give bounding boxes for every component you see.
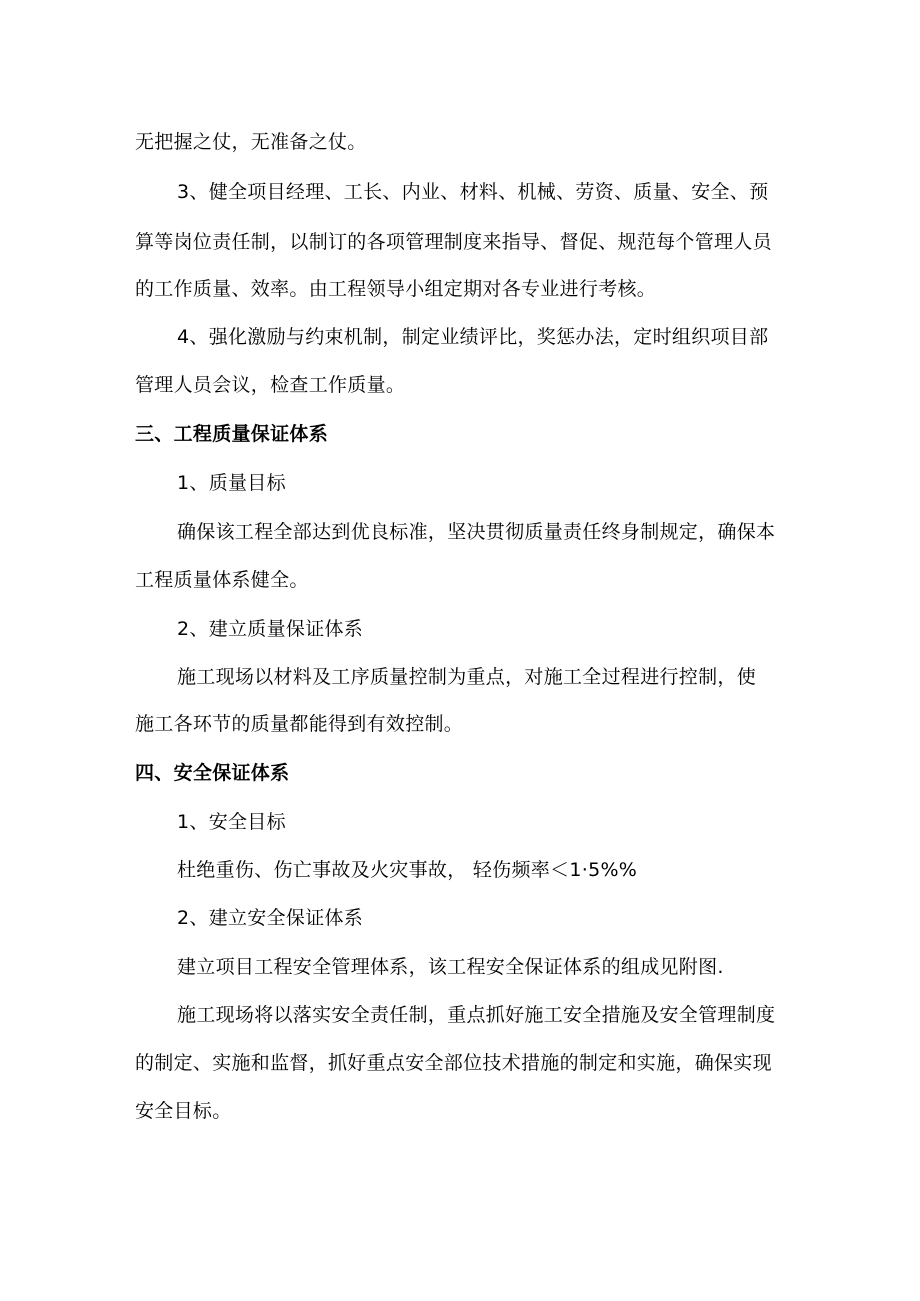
paragraph-line: 杜绝重伤、伤亡事故及火灾事故， 轻伤频率＜1·5%% <box>177 859 638 881</box>
paragraph-line: 建立项目工程安全管理体系，该工程安全保证体系的组成见附图. <box>177 956 724 978</box>
paragraph-line: 管理人员会议，检查工作质量。 <box>135 374 406 396</box>
section-heading: 三、工程质量保证体系 <box>135 423 329 445</box>
subsection-heading: 2、建立质量保证体系 <box>177 618 364 640</box>
paragraph-line: 的制定、实施和监督，抓好重点安全部位技术措施的制定和实施，确保实现 <box>135 1052 772 1074</box>
paragraph-line: 的工作质量、效率。由工程领导小组定期对各专业进行考核。 <box>135 278 657 300</box>
paragraph-line: 安全目标。 <box>135 1100 232 1122</box>
paragraph-line: 3、健全项目经理、工长、内业、材料、机械、劳资、质量、安全、预 <box>177 181 769 203</box>
subsection-heading: 1、质量目标 <box>177 472 286 494</box>
paragraph-line: 无把握之仗，无准备之仗。 <box>135 131 367 153</box>
paragraph-line: 4、强化激励与约束机制，制定业绩评比，奖惩办法，定时组织项目部 <box>177 326 769 348</box>
paragraph-line: 施工现场以材料及工序质量控制为重点，对施工全过程进行控制，使 <box>177 666 757 688</box>
section-heading: 四、安全保证体系 <box>135 762 290 784</box>
paragraph-line: 施工现场将以落实安全责任制，重点抓好施工安全措施及安全管理制度 <box>177 1004 776 1026</box>
paragraph-line: 施工各环节的质量都能得到有效控制。 <box>135 713 464 735</box>
subsection-heading: 1、安全目标 <box>177 811 286 833</box>
paragraph-line: 算等岗位责任制，以制订的各项管理制度来指导、督促、规范每个管理人员 <box>135 231 772 253</box>
subsection-heading: 2、建立安全保证体系 <box>177 907 364 929</box>
paragraph-line: 确保该工程全部达到优良标准，坚决贯彻质量责任终身制规定，确保本 <box>177 521 776 543</box>
paragraph-line: 工程质量体系健全。 <box>135 569 309 591</box>
